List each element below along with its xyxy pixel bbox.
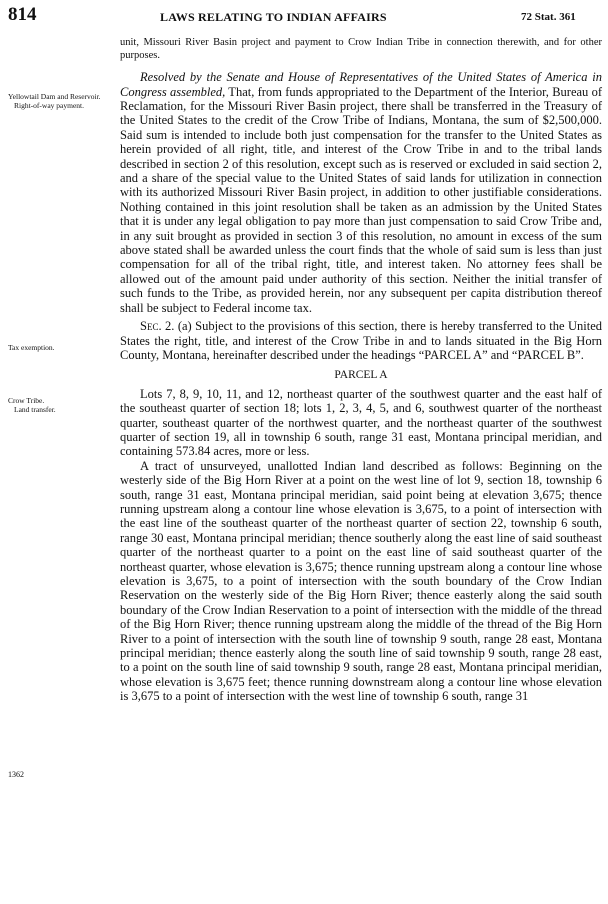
- section-2-text: (a) Subject to the provisions of this section, there is hereby transferred to the United States the right, title, and interest of the Crow Tribe in and to lands situated in the Big Horn County, Montana, hereinafter described under the headings “PARCEL A” and “PARCEL B”.: [120, 319, 602, 362]
- margin-note-dam: [8, 92, 112, 110]
- parcel-a-tract-paragraph: A tract of unsurveyed, unallotted Indian land described as follows: Beginning on the westerly side of the Big Horn River at a point on the west line of lot 9, section 18, township 6 south, range 31 east, Montana principal meridian, said point being at elevation 3,675; thence running upstream along a contour line whose elevation is 3,675, to a point of intersection with the east line of the southeast quarter of the northeast quarter of section 22, township 6 south, range 30 east, Montana principal meridian; thence southerly along the east line of said southeast quarter of the northeast quarter to a point on the east line of said southeast quarter of the northeast quarter, whose elevation is 3,675; thence running upstream along a contour line whose elevation is 3,675, to a point of intersection with the south boundary of the Crow Indian Reservation on the westerly side of the Big Horn River; thence easterly along the said south boundary of the Crow Indian Reservation to a point of intersection with the middle of the thread of the Big Horn River; thence running upstream along the middle of the thread of the Big Horn River to a point of intersection with the south line of township 9 south, range 28 east, Montana principal meridian; thence easterly along the south line of said township 9 south, range 28 east, to a point on the south line of said township 9 south, range 28 east, Montana principal meridian, whose elevation is 3,675 feet; thence running downstream along a contour line whose elevation is 3,675 to a point of intersection with the west line of township 6 south, range 31: [120, 458, 602, 704]
- margin-note-crow-tribe: [8, 396, 112, 414]
- page-number: 814: [8, 4, 37, 25]
- section-2-paragraph: [120, 319, 602, 362]
- margin-note-crow-tribe-title: Crow Tribe.: [8, 396, 45, 405]
- resolved-text: That, from funds appropriated to the Department of the Interior, Bureau of Reclamation, for the Missouri River Basin project, there shall be transferred in the Treasury of the United States to the credit of the Crow Tribe of Indians, Montana, the sum of $2,500,000. Said sum is intended to include both just compensation for the transfer to the United States as herein provided of all right, title, and interest of the Crow Tribe in and to the tribal lands described in section 2 of this resolution, except such as is reserved or excluded in said section 2, and a share of the special value to the United States of said lands for utilization in connection with its authorized Missouri River Basin project, in addition to other justifiable considerations. Nothing contained in this joint resolution shall be taken as an admission by the United States that it is under any legal obligation to pay more than just compensation to said Crow Tribe and, in any suit brought as provided in section 3 of this resolution, no amount in excess of the sum above stated shall be awarded unless the court finds that the whole of said sum is less than just compensation for all of the tribal right, title, and interest taken. No attorney fees shall be allowed out of the amount paid under authority of this section. Neither the initial transfer of such funds to the Tribe, as provided herein, nor any subsequent per capita distribution thereof shall be subject to Federal income tax.: [120, 84, 602, 315]
- resolved-lead: Resolved by the Senate and House of Representatives of the United States of America in Congress assembled,: [120, 70, 602, 99]
- margin-note-tax: Tax exemption.: [8, 343, 55, 352]
- parcel-a-heading: PARCEL A: [334, 369, 388, 382]
- margin-note-land-transfer: Land transfer.: [14, 405, 56, 414]
- running-head: LAWS RELATING TO INDIAN AFFAIRS: [160, 10, 387, 24]
- margin-note-dam-title: Yellowtail Dam and Reservoir.: [8, 92, 101, 101]
- resolved-paragraph: [120, 70, 602, 315]
- statute-reference: 72 Stat. 361: [521, 11, 576, 23]
- margin-note-page-ref: 1362: [8, 770, 24, 779]
- intro-paragraph: unit, Missouri River Basin project and payment to Crow Indian Tribe in connection therewith, and for other purposes.: [120, 37, 602, 61]
- margin-note-right-of-way: Right-of-way payment.: [14, 101, 84, 110]
- main-text: [120, 37, 602, 704]
- section-2-label: Sec. 2.: [140, 319, 175, 334]
- parcel-a-lots-paragraph: Lots 7, 8, 9, 10, 11, and 12, northeast quarter of the southwest quarter and the east half of the southeast quarter of section 18; lots 1, 2, 3, 4, 5, and 6, southwest quarter of the northeast quarter, southeast quarter of the northwest quarter, and the northeast quarter of the southwest quarter of section 19, all in township 6 south, range 31 east, Montana principal meridian, and containing 573.84 acres, more or less.: [120, 386, 602, 459]
